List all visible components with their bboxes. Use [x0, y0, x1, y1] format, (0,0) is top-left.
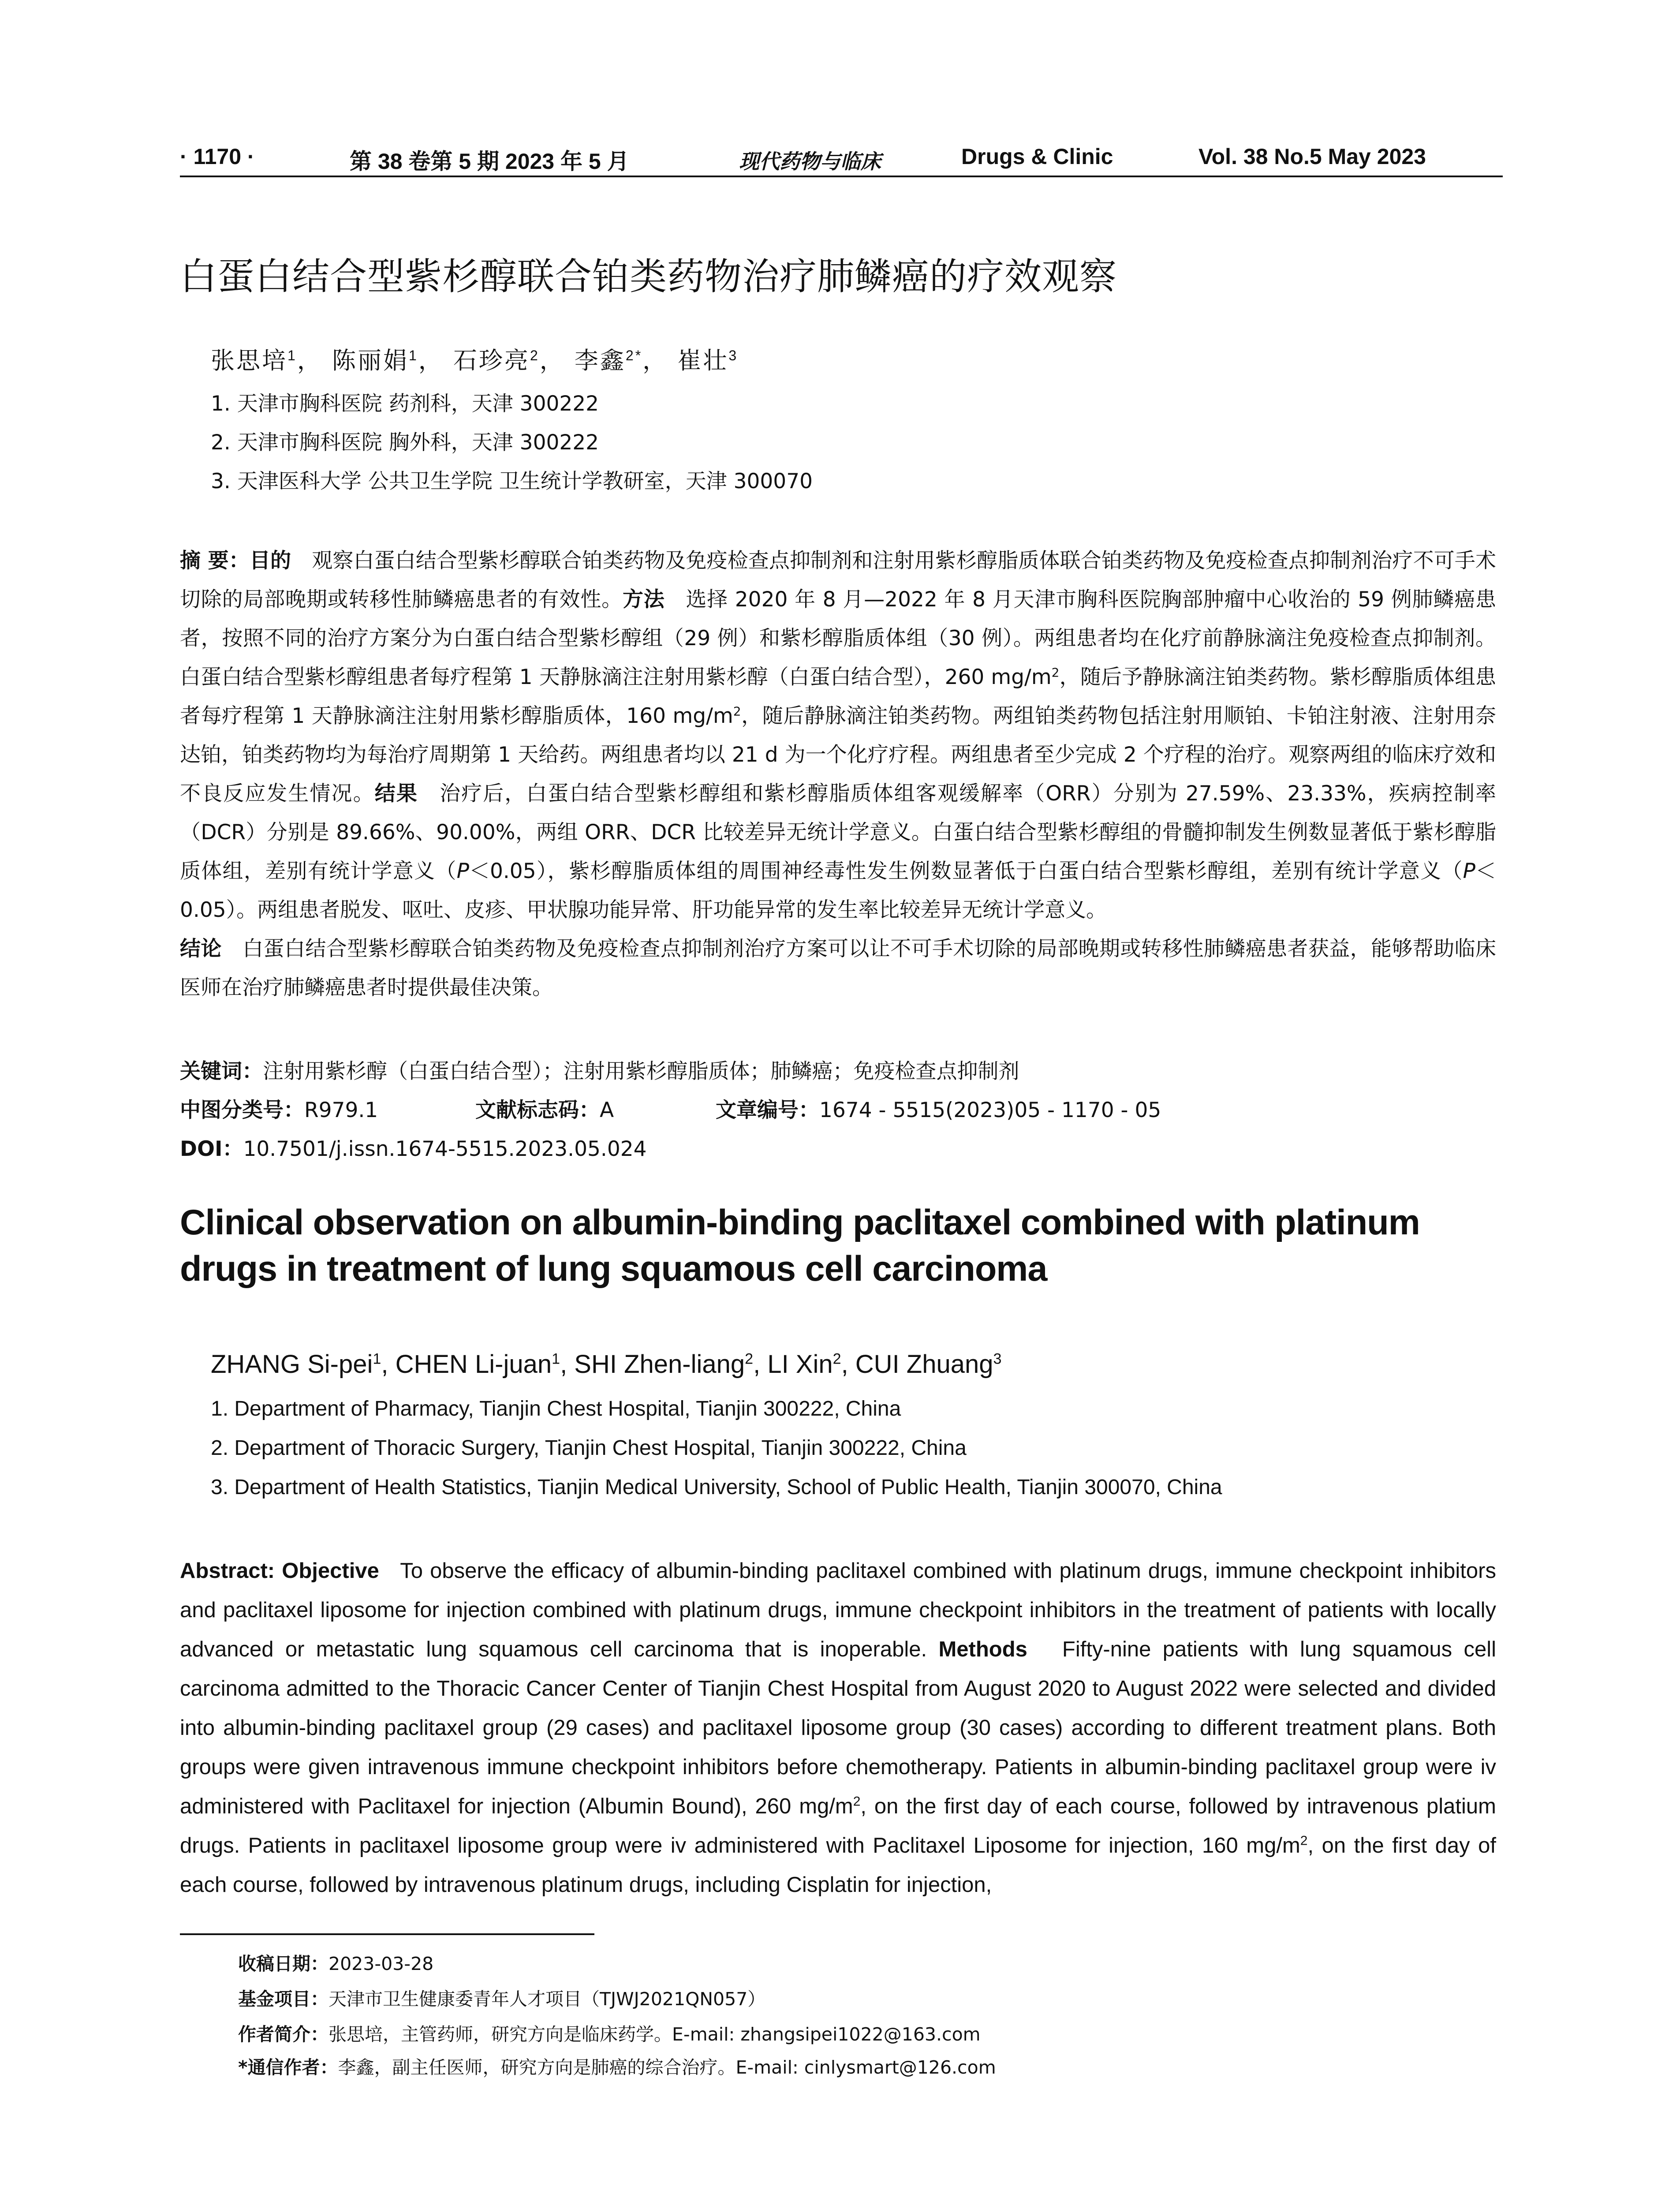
footnote-received: [238, 1949, 433, 1975]
abstract-en: [180, 1551, 1496, 1905]
results-text-cn: 治疗后，白蛋白结合型紫杉醇组和紫杉醇脂质体组客观缓解率（ORR）分别为 27.59%、23.33%，疾病控制率（DCR）分别是 89.66%、90.00%，两组 ORR、DCR 比较差异无统计学意义。白蛋白结合型紫杉醇组的骨髓抑制发生例数显著低于紫杉醇脂质体组，差别有统计学意义（: [180, 781, 1497, 883]
corresponding-value: 李鑫，副主任医师，研究方向是肺癌的综合治疗。E-mail: cinlysmart@126.com: [338, 2057, 996, 2078]
abstract-label-en: Abstract: Objective: [180, 1559, 379, 1583]
fund-label: 基金项目：: [238, 1988, 329, 2010]
affiliation-en: 1. Department of Pharmacy, Tianjin Chest Hospital, Tianjin 300222, China: [211, 1397, 901, 1420]
running-header: [180, 140, 1503, 172]
page-number: · 1170 ·: [180, 144, 255, 169]
footnote-fund: [238, 1984, 765, 2011]
footnote-rule: [180, 1933, 594, 1935]
author-name: 陈丽娟: [332, 347, 409, 374]
author-affil-mark: 2*: [625, 348, 643, 363]
journal-name-en: Drugs & Clinic: [961, 144, 1113, 169]
conclusion-label-cn: 结论: [180, 937, 222, 961]
methods-text-cn: 选择 2020 年 8 月—2022 年 8 月天津市胸科医院胸部肿瘤中心收治的 59 例肺鳞癌患者，按照不同的治疗方案分为白蛋白结合型紫杉醇组（29 例）和紫杉醇脂质体组（30 例）。两组患者均在化疗前静脉滴注免疫检查点抑制剂。白蛋白结合型紫杉醇组患者每疗程第 1 天静脉滴注注射用紫杉醇（白蛋白结合型），260 mg/m: [180, 587, 1497, 689]
methods-text-cn: ，随后予静脉滴注铂类药物。紫杉醇脂质体组患者每疗程第 1 天静脉滴注注射用紫杉醇脂质体，160 mg/m: [180, 665, 1496, 728]
doi-value: 10.7501/j.issn.1674-5515.2023.05.024: [243, 1137, 647, 1161]
author-list-en: ZHANG Si-pei$^1$, CHEN Li-juan$^1$, SHI Zhen-liang$^2$, LI Xin$^2$, CUI Zhuang$^3$: [211, 1350, 1002, 1379]
results-text-cn: ＜0.05），紫杉醇脂质体组的周围神经毒性发生例数显著低于白蛋白结合型紫杉醇组，差别有统计学意义（: [469, 859, 1463, 883]
author-name: CUI Zhuang: [855, 1350, 993, 1379]
author-affil-mark: 1: [408, 348, 418, 363]
issue-info-en: Vol. 38 No.5 May 2023: [1198, 144, 1426, 169]
abstract-label-cn: 摘 要：: [180, 549, 250, 573]
clc-value: R979.1: [304, 1098, 378, 1122]
methods-label-en: Methods: [938, 1637, 1027, 1661]
author-affil-mark: 2: [745, 1350, 754, 1368]
results-text-cn: ＜0.05）。两组患者脱发、呕吐、皮疹、甲状腺功能异常、肝功能异常的发生率比较差异无统计学意义。: [180, 859, 1496, 922]
doi-label: DOI：: [180, 1137, 243, 1161]
affiliation-cn: 1. 天津市胸科医院 药剂科，天津 300222: [211, 392, 599, 416]
keywords-cn: [180, 1055, 1019, 1084]
superscript: 2: [1300, 1833, 1308, 1848]
author-affil-mark: 3: [728, 348, 739, 363]
methods-text-cn: ，随后静脉滴注铂类药物。两组铂类药物包括注射用顺铂、卡铂注射液、注射用奈达铂，铂类药物均为每治疗周期第 1 天给药。两组患者均以 21 d 为一个化疗疗程。两组患者至少完成 2 个疗程的治疗。观察两组的临床疗效和不良反应发生情况。: [180, 704, 1497, 806]
author-name: 石珍亮: [453, 347, 530, 374]
superscript: 2: [733, 704, 741, 719]
article-no-label: 文章编号：: [716, 1098, 819, 1122]
received-value: 2023-03-28: [329, 1953, 434, 1974]
received-label: 收稿日期：: [238, 1953, 329, 1974]
header-rule: [180, 176, 1503, 177]
issue-info-cn: 第 38 卷第 5 期 2023 年 5 月: [350, 149, 629, 174]
author-name: ZHANG Si-pei: [211, 1350, 373, 1379]
doi-row: [180, 1132, 647, 1162]
author-affil-mark: 2: [530, 348, 540, 363]
doc-code-value: A: [600, 1098, 614, 1122]
corresponding-label: *通信作者：: [238, 2057, 338, 2078]
author-affil-mark: 2: [833, 1350, 841, 1368]
keywords-value-cn: 注射用紫杉醇（白蛋白结合型）；注射用紫杉醇脂质体；肺鳞癌；免疫检查点抑制剂: [263, 1059, 1019, 1084]
methods-text-en: , on the first day of each course, followed by intravenous platium drugs. Patients in paclitaxel liposome group were iv administered with Paclitaxel Liposome for injection, 160 mg/m: [180, 1794, 1496, 1857]
conclusion-text-cn: 白蛋白结合型紫杉醇联合铂类药物及免疫检查点抑制剂治疗方案可以让不可手术切除的局部晚期或转移性肺鳞癌患者获益，能够帮助临床医师在治疗肺鳞癌患者时提供最佳决策。: [180, 937, 1497, 1000]
author-name: LI Xin: [767, 1350, 833, 1379]
article-title-en: Clinical observation on albumin-binding paclitaxel combined with platinum drugs in treatment of lung squamous cell carcinoma: [180, 1203, 1420, 1289]
keywords-label-cn: 关键词：: [180, 1059, 263, 1084]
author-bio-label: 作者简介：: [238, 2024, 329, 2045]
methods-text-en: Fifty-nine patients with lung squamous cell carcinoma admitted to the Thoracic Cancer Center of Tianjin Chest Hospital from August 2020 to August 2022 were selected and divided into albumin-binding paclitaxel group (29 cases) and paclitaxel liposome group (30 cases) according to different treatment plans. Both groups were given intravenous immune checkpoint inhibitors before chemotherapy. Patients in albumin-binding paclitaxel group were iv administered with Paclitaxel for injection (Albumin Bound), 260 mg/m: [180, 1637, 1497, 1818]
footnote-author: [238, 2020, 981, 2046]
superscript: 2: [853, 1794, 861, 1809]
author-affil-mark: 3: [993, 1350, 1002, 1368]
author-bio-value: 张思培，主管药师，研究方向是临床药学。E-mail: zhangsipei1022@163.com: [329, 2024, 981, 2045]
author-name: SHI Zhen-liang: [574, 1350, 745, 1379]
objective-text-cn: 观察白蛋白结合型紫杉醇联合铂类药物及免疫检查点抑制剂和注射用紫杉醇脂质体联合铂类药物及免疫检查点抑制剂治疗不可手术切除的局部晚期或转移性肺鳞癌患者的有效性。: [180, 549, 1497, 612]
author-name: 张思培: [211, 347, 287, 374]
doc-code-label: 文献标志码：: [475, 1098, 600, 1122]
results-label-cn: 结果: [374, 781, 418, 806]
fund-value: 天津市卫生健康委青年人才项目（TJWJ2021QN057）: [329, 1988, 766, 2010]
methods-label-cn: 方法: [622, 587, 665, 612]
classification-row: [180, 1094, 1161, 1123]
superscript: 2: [1051, 665, 1060, 680]
author-name: 李鑫: [574, 347, 626, 374]
affiliation-cn: 2. 天津市胸科医院 胸外科，天津 300222: [211, 430, 599, 455]
footnote-corresponding: [238, 2053, 996, 2079]
affiliation-en: 2. Department of Thoracic Surgery, Tianjin Chest Hospital, Tianjin 300222, China: [211, 1436, 967, 1460]
journal-name-cn: 现代药物与临床: [739, 149, 881, 173]
author-name: CHEN Li-juan: [395, 1350, 552, 1379]
p-value-symbol: P: [456, 859, 469, 883]
objective-text-en: To observe the efficacy of albumin-binding paclitaxel combined with platinum drugs, immune checkpoint inhibitors and paclitaxel liposome for injection combined with platinum drugs, immune checkpoint inhibitors in the treatment of patients with locally advanced or metastatic lung squamous cell carcinoma that is inoperable.: [180, 1559, 1496, 1661]
author-affil-mark: 1: [373, 1350, 381, 1368]
article-title-cn: 白蛋白结合型紫杉醇联合铂类药物治疗肺鳞癌的疗效观察: [180, 255, 1117, 298]
author-affil-mark: 1: [287, 348, 297, 363]
clc-label: 中图分类号：: [180, 1098, 304, 1122]
abstract-cn: [180, 542, 1496, 1007]
author-affil-mark: 1: [552, 1350, 560, 1368]
methods-text-en: , on the first day of each course, followed by intravenous platinum drugs, including Cisplatin for injection,: [180, 1834, 1496, 1897]
article-no-value: 1674 - 5515(2023)05 - 1170 - 05: [819, 1098, 1161, 1122]
p-value-symbol: P: [1463, 859, 1475, 883]
affiliation-cn: 3. 天津医科大学 公共卫生学院 卫生统计学教研室，天津 300070: [211, 469, 813, 493]
affiliation-en: 3. Department of Health Statistics, Tianjin Medical University, School of Public Health, Tianjin 300070, China: [211, 1476, 1222, 1499]
author-list-cn: 张思培$^1$， 陈丽娟$^1$， 石珍亮$^2$， 李鑫$^{2*}$， 崔壮$^3$: [211, 347, 739, 374]
author-name: 崔壮: [677, 347, 729, 374]
objective-label-cn: 目的: [249, 549, 291, 573]
